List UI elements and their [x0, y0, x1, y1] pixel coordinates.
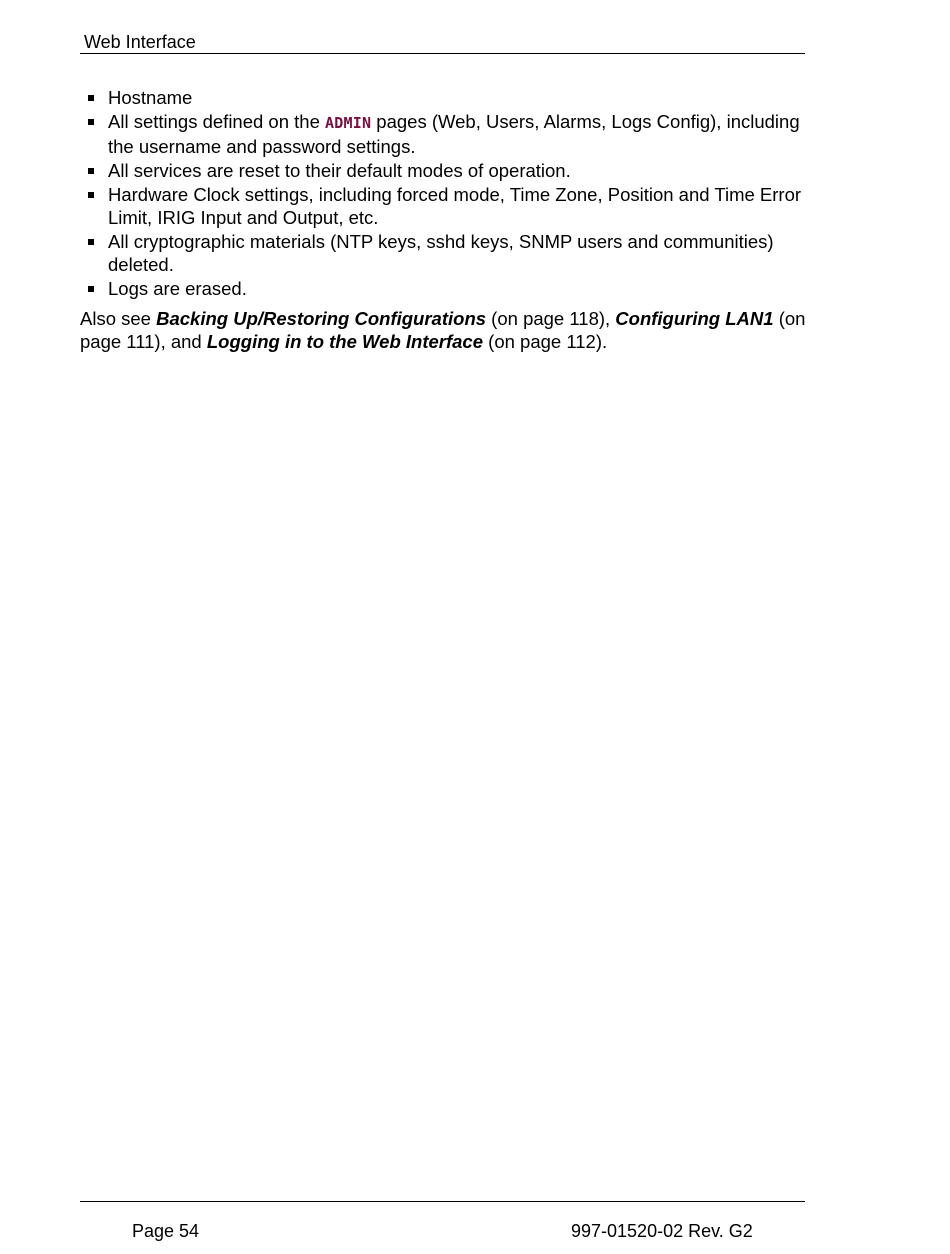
xref-backing-up-link[interactable]: Backing Up/Restoring Configurations — [156, 308, 487, 329]
list-item — [80, 183, 810, 229]
page-number: Page 54 — [132, 1221, 200, 1241]
xref-page-text: (on page 112). — [483, 331, 608, 352]
list-item-text: All settings defined on the — [108, 111, 326, 132]
list-item-text: All services are reset to their default modes of operation. — [108, 160, 571, 181]
footer-rule — [80, 1201, 805, 1202]
running-header: Web Interface — [84, 32, 196, 52]
xref-page-text: (on page 111), and — [80, 308, 806, 352]
bullet-icon — [88, 192, 94, 198]
list-item-text: Hostname — [108, 87, 193, 108]
bullet-icon — [88, 95, 94, 101]
see-also-paragraph — [80, 307, 810, 353]
bullet-icon — [88, 119, 94, 125]
admin-ui-term: ADMIN — [325, 114, 372, 132]
header-rule — [80, 53, 805, 54]
list-item-text: Logs are erased. — [108, 278, 247, 299]
list-item — [80, 86, 810, 109]
see-also-intro: Also see — [80, 308, 157, 329]
xref-page-text: (on page 118), — [486, 308, 616, 329]
list-item-text: Hardware Clock settings, including forced mode, Time Zone, Position and Time Error Limit, IRIG Input and Output, etc. — [108, 184, 802, 228]
list-item-text: All cryptographic materials (NTP keys, sshd keys, SNMP users and communities) deleted. — [108, 231, 774, 275]
list-item — [80, 110, 810, 158]
bullet-icon — [88, 286, 94, 292]
document-number: 997-01520-02 Rev. G2 — [571, 1221, 753, 1241]
bullet-icon — [88, 168, 94, 174]
list-item-text: pages (Web, Users, Alarms, Logs Config), including the username and password settings. — [108, 111, 800, 157]
xref-configuring-lan1-link[interactable]: Configuring LAN1 — [615, 308, 774, 329]
list-item — [80, 277, 810, 300]
list-item — [80, 159, 810, 182]
xref-logging-in-link[interactable]: Logging in to the Web Interface — [206, 331, 484, 352]
bullet-icon — [88, 239, 94, 245]
list-item — [80, 230, 810, 276]
page-content — [80, 86, 810, 353]
reset-items-list — [80, 86, 810, 300]
